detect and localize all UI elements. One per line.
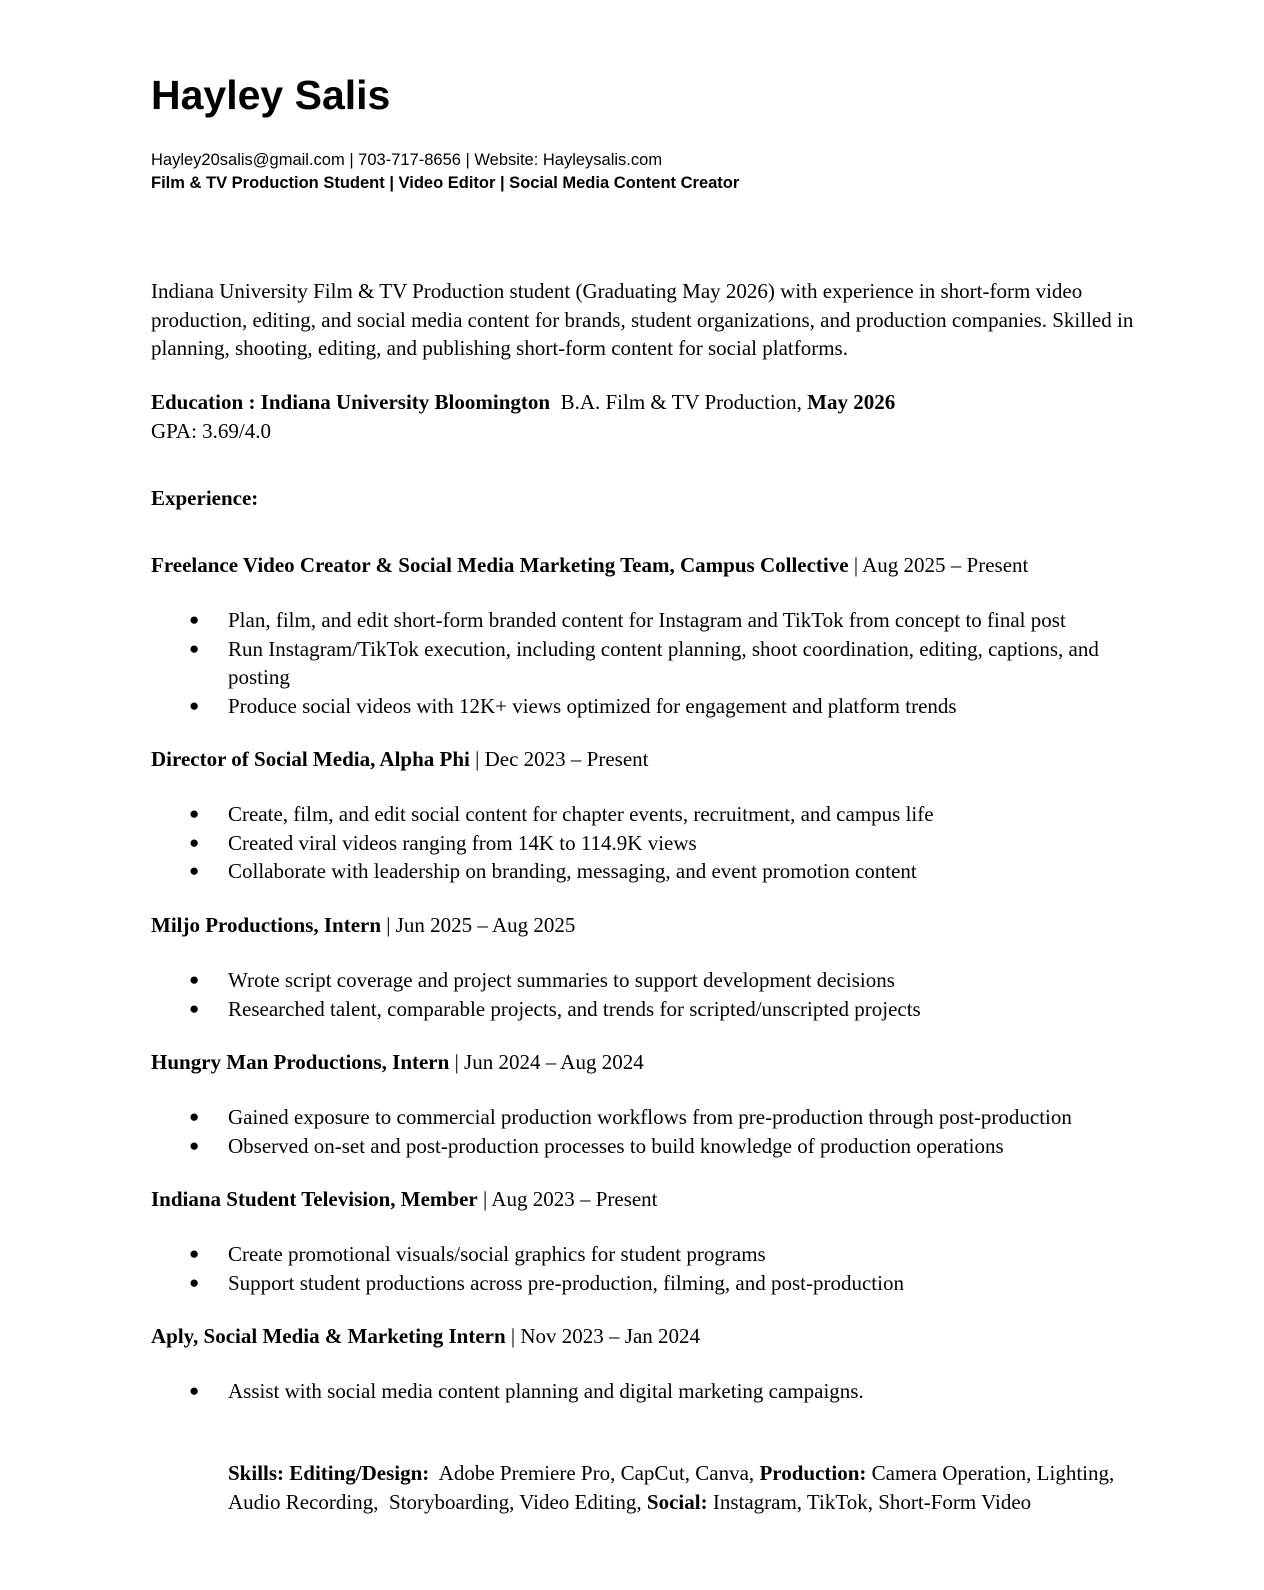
bullet-text: Create, film, and edit social content for chapter events, recruitment, and campus life xyxy=(228,802,934,826)
bullet-item xyxy=(151,800,1141,829)
bullet-item xyxy=(151,692,1141,721)
job-title: Hungry Man Productions, Intern xyxy=(151,1050,450,1074)
skills-label-editing: Skills: Editing/Design: xyxy=(228,1461,430,1485)
education-gpa: GPA: 3.69/4.0 xyxy=(151,419,272,443)
bullet-item xyxy=(151,829,1141,858)
tagline: Film & TV Production Student | Video Editor | Social Media Content Creator xyxy=(151,174,740,192)
bullet-dot: ● xyxy=(189,1244,200,1263)
bullet-item xyxy=(151,1240,1141,1269)
summary-paragraph: Indiana University Film & TV Production student (Graduating May 2026) with experience in short-form video production, editing, and social media content for brands, student organizations, and production companies. Skilled in planning, shooting, editing, and publishing short-form content for social platforms. xyxy=(151,279,1134,361)
job-bullets xyxy=(151,1377,1141,1406)
job-title: Freelance Video Creator & Social Media Marketing Team, Campus Collective xyxy=(151,553,849,577)
job-title: Indiana Student Television, Member xyxy=(151,1187,478,1211)
job-title: Aply, Social Media & Marketing Intern xyxy=(151,1324,506,1348)
job-title: Miljo Productions, Intern xyxy=(151,913,382,937)
skills-paragraph xyxy=(228,1459,1158,1516)
bullet-text: Created viral videos ranging from 14K to 114.9K views xyxy=(228,830,697,855)
candidate-name: Hayley Salis xyxy=(151,72,391,118)
job-heading xyxy=(151,911,575,940)
bullet-item xyxy=(151,1269,1141,1298)
job-bullets xyxy=(151,800,1141,886)
job-heading xyxy=(151,745,648,774)
bullet-text: Assist with social media content planning and digital marketing campaigns. xyxy=(228,1379,864,1403)
bullet-text: Support student productions across pre-production, filming, and post-production xyxy=(228,1270,904,1295)
bullet-text: Produce social videos with 12K+ views optimized for engagement and platform trends xyxy=(228,694,957,719)
bullet-text: Observed on-set and post-production processes to build knowledge of production operations xyxy=(228,1133,1004,1158)
bullet-dot: ● xyxy=(189,970,200,989)
bullet-dot: ● xyxy=(189,804,200,823)
bullet-item xyxy=(151,966,1141,995)
bullet-dot: ● xyxy=(189,1135,200,1155)
education-date: May 2026 xyxy=(807,390,896,414)
bullet-item xyxy=(151,995,1141,1024)
job-heading xyxy=(151,1322,700,1351)
bullet-text: Researched talent, comparable projects, and trends for scripted/unscripted projects xyxy=(228,996,921,1021)
bullet-dot: ● xyxy=(189,998,200,1018)
job-heading xyxy=(151,551,1028,580)
job-dates: | Nov 2023 – Jan 2024 xyxy=(505,1324,701,1348)
bullet-dot: ● xyxy=(189,610,200,629)
bullet-dot: ● xyxy=(189,638,200,658)
education-school: Education : Indiana University Bloomington xyxy=(151,390,551,414)
bullet-item xyxy=(151,1103,1141,1132)
bullet-item xyxy=(151,1132,1141,1161)
bullet-text: Collaborate with leadership on branding, messaging, and event promotion content xyxy=(228,859,917,884)
skills-text-editing: Adobe Premiere Pro, CapCut, Canva, xyxy=(429,1461,760,1485)
bullet-item xyxy=(151,1377,1141,1406)
skills-label-production: Production: xyxy=(759,1461,867,1485)
job-title: Director of Social Media, Alpha Phi xyxy=(151,747,470,771)
bullet-dot: ● xyxy=(189,696,200,716)
job-dates: | Aug 2025 – Present xyxy=(848,553,1029,577)
job-bullets xyxy=(151,1240,1141,1297)
job-bullets xyxy=(151,606,1141,721)
skills-label-social: Social: xyxy=(646,1489,708,1514)
job-dates: | Aug 2023 – Present xyxy=(477,1187,658,1211)
bullet-item xyxy=(151,635,1141,692)
job-heading xyxy=(151,1185,658,1214)
bullet-text: Create promotional visuals/social graphics for student programs xyxy=(228,1242,766,1266)
job-dates: | Jun 2025 – Aug 2025 xyxy=(381,913,576,937)
education-degree: B.A. Film & TV Production, xyxy=(560,390,802,414)
education-line xyxy=(151,388,895,417)
contact-line: Hayley20salis@gmail.com | 703-717-8656 | Website: Hayleysalis.com xyxy=(151,151,663,169)
job-bullets xyxy=(151,1103,1141,1160)
skills-text-production: Camera Operation, Lighting, Audio Recording, Storyboarding, Video Editing, xyxy=(228,1461,1119,1514)
bullet-dot: ● xyxy=(189,1107,200,1126)
job-heading xyxy=(151,1048,644,1077)
bullet-text: Gained exposure to commercial production workflows from pre-production through post-production xyxy=(228,1105,1072,1129)
bullet-text: Plan, film, and edit short-form branded content for Instagram and TikTok from concept to final post xyxy=(228,608,1066,632)
bullet-dot: ● xyxy=(189,832,200,852)
job-bullets xyxy=(151,966,1141,1023)
bullet-text: Wrote script coverage and project summaries to support development decisions xyxy=(228,968,895,992)
job-dates: | Jun 2024 – Aug 2024 xyxy=(449,1050,644,1074)
skills-text-social: Instagram, TikTok, Short-Form Video xyxy=(707,1489,1032,1514)
experience-heading: Experience: xyxy=(151,486,259,510)
bullet-dot: ● xyxy=(189,861,200,881)
job-dates: | Dec 2023 – Present xyxy=(469,747,649,771)
bullet-text: Run Instagram/TikTok execution, including content planning, shoot coordination, editing, captions, and posting xyxy=(228,636,1099,690)
bullet-dot: ● xyxy=(189,1381,200,1400)
bullet-item xyxy=(151,606,1141,635)
bullet-item xyxy=(151,857,1141,886)
bullet-dot: ● xyxy=(189,1272,200,1292)
